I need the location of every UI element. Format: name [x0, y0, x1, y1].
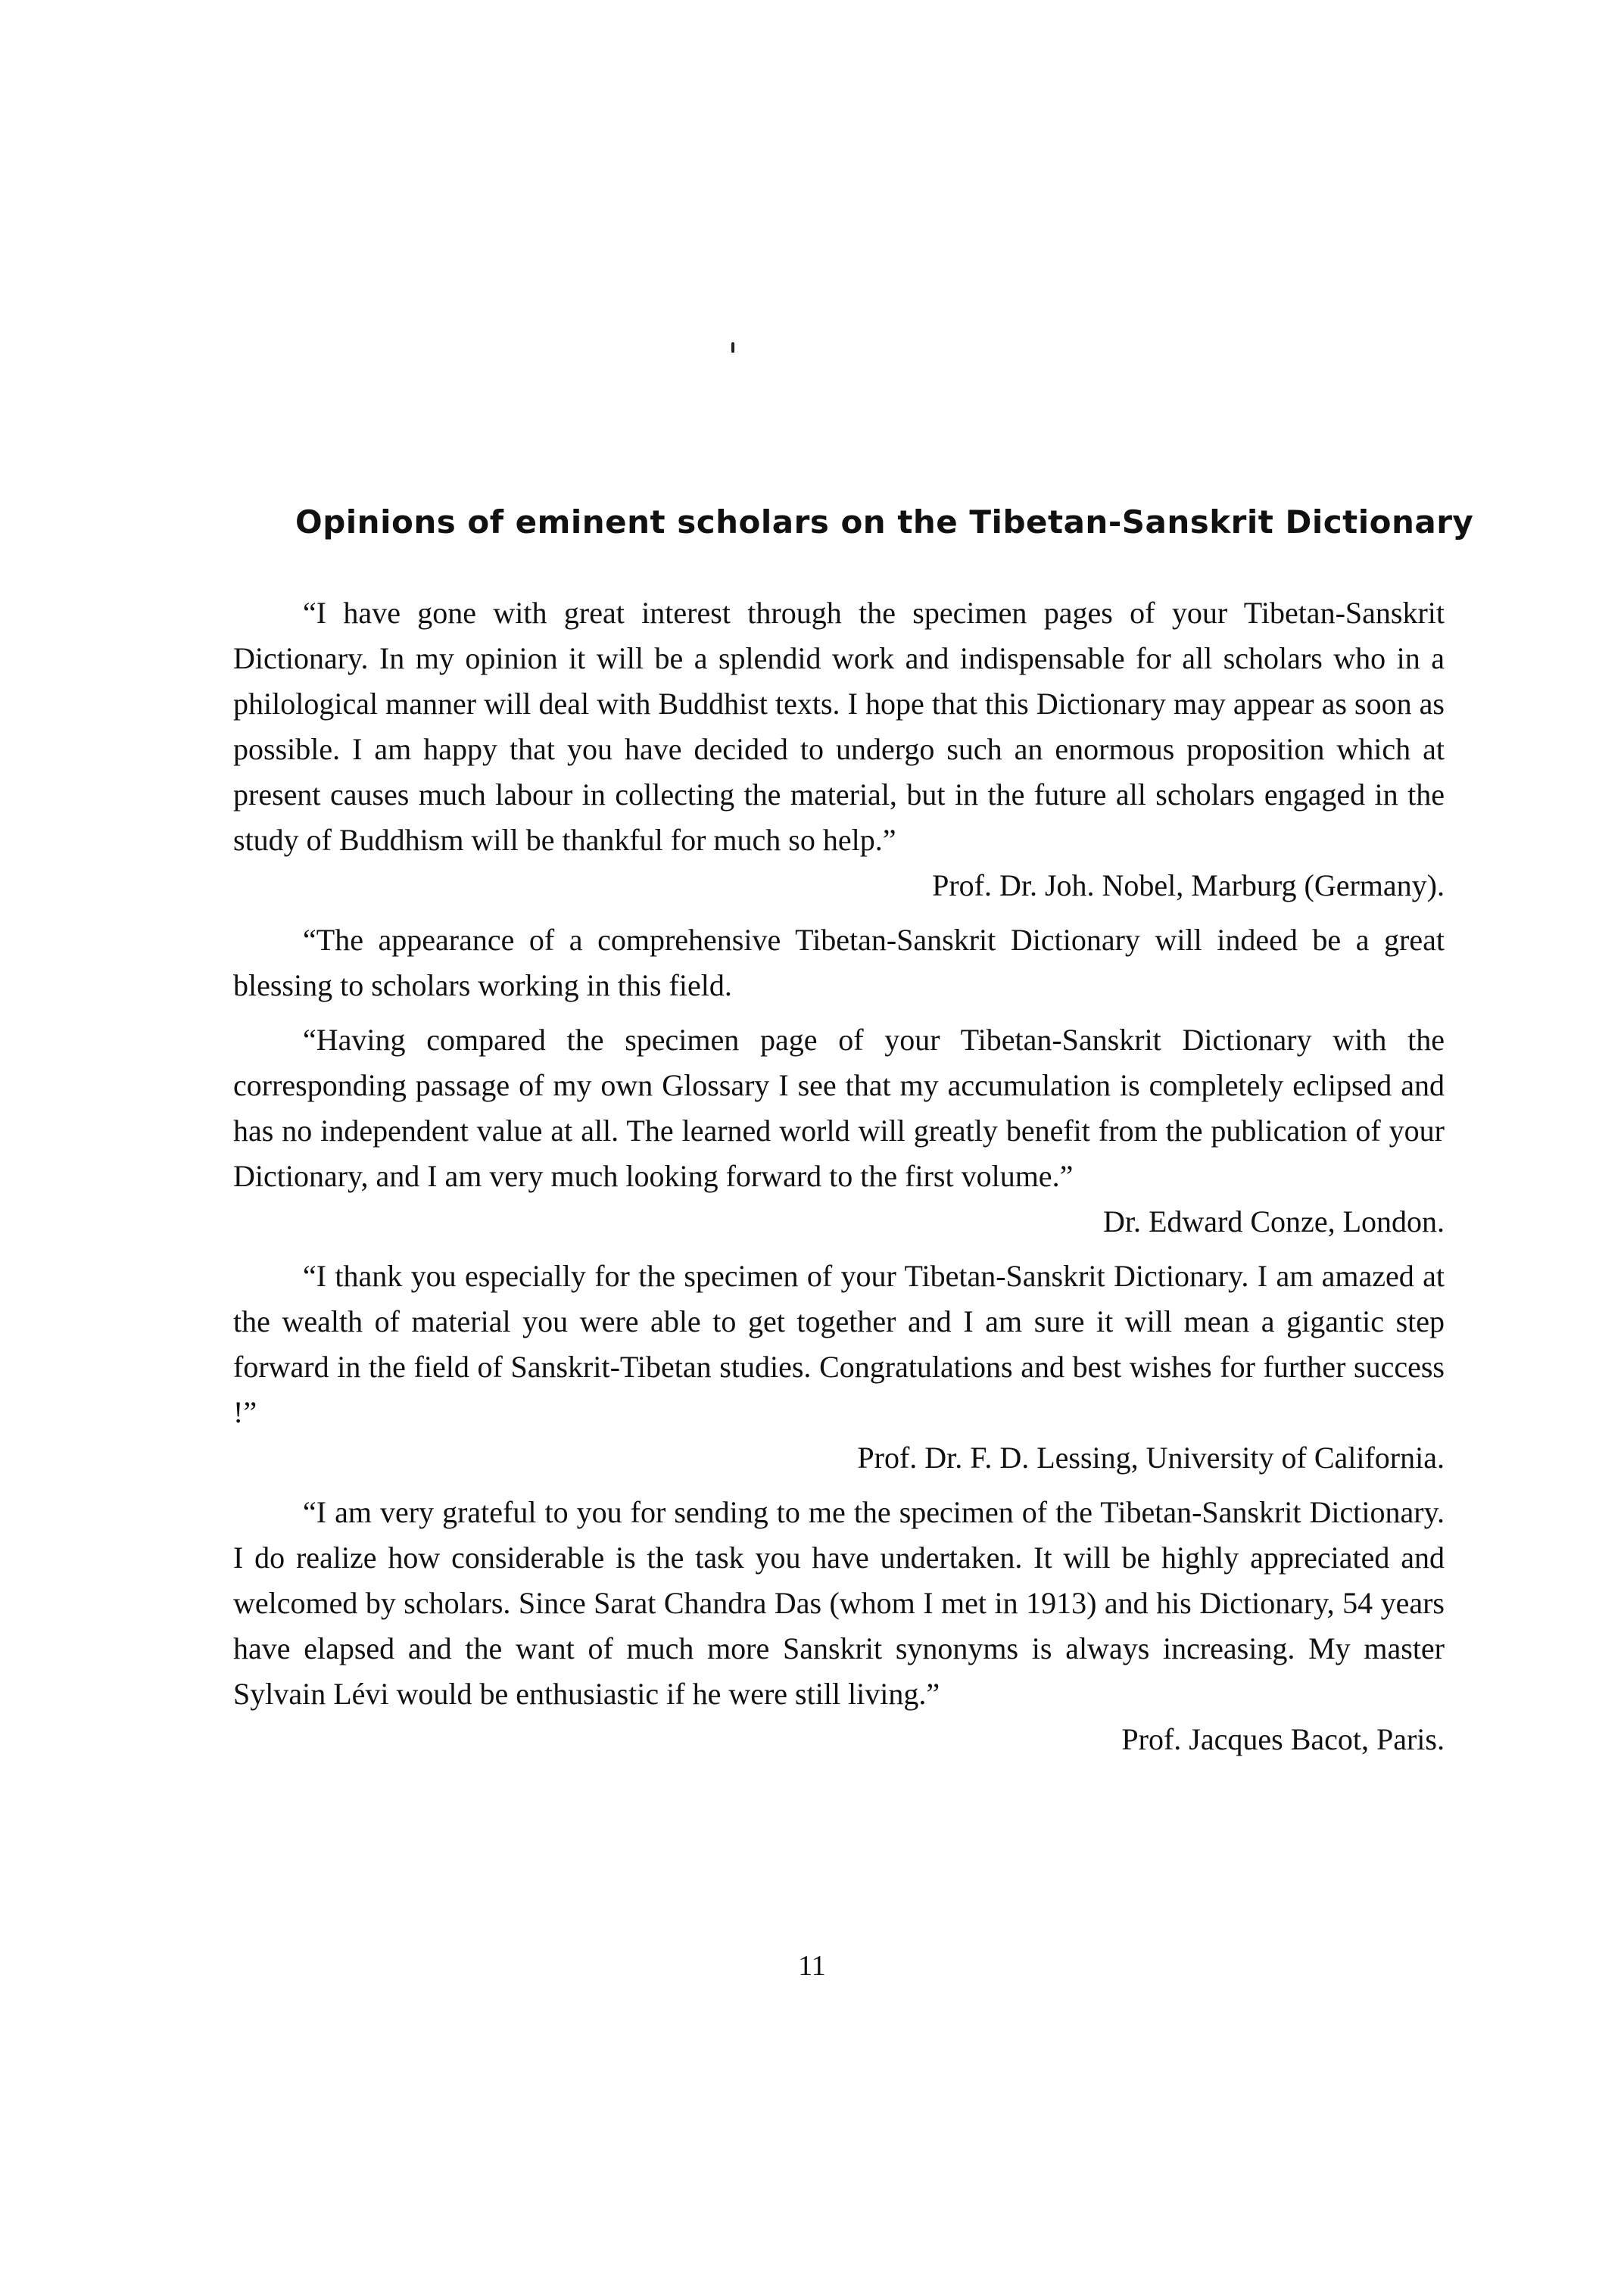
opinion-conze-attribution: Dr. Edward Conze, London. [1102, 1204, 1445, 1238]
opinion-lessing-quote: “I thank you especially for the specimen of your Tibetan-Sanskrit Dictionary. I am amazed at the wealth of material you were able to get together and I am sure it will mean a gigantic step forward in the field of Sanskrit-Tibetan studies. Congratulations and best wishes for further success !” [233, 1259, 1445, 1429]
page-number: 11 [798, 1950, 826, 1982]
opinion-conze-quote-1: “The appearance of a comprehensive Tibetan-Sanskrit Dictionary will indeed be a great blessing to scholars working in this field. [233, 923, 1445, 1002]
page-title: Opinions of eminent scholars on the Tibetan-Sanskrit Dictionary [295, 503, 1474, 541]
opinion-nobel-attribution: Prof. Dr. Joh. Nobel, Marburg (Germany). [932, 868, 1445, 902]
print-speck [731, 342, 734, 353]
opinions-body [233, 590, 1445, 1771]
opinion-nobel-quote: “I have gone with great interest through the specimen pages of your Tibetan-Sanskrit Dictionary. In my opinion it will be a splendid work and indispensable for all scholars who in a philological manner will deal with Buddhist texts. I hope that this Dictionary may appear as soon as possible. I am happy that you have decided to undergo such an enormous proposition which at present causes much labour in collecting the material, but in the future all scholars engaged in the study of Buddhism will be thankful for much so help.” [233, 596, 1445, 857]
opinion-conze-quote-2: “Having compared the specimen page of your Tibetan-Sanskrit Dictionary with the corresponding passage of my own Glossary I see that my accumulation is completely eclipsed and has no independent value at all. The learned world will greatly benefit from the publication of your Dictionary, and I am very much looking forward to the first volume.” [233, 1023, 1445, 1193]
opinion-bacot-quote: “I am very grateful to you for sending to me the specimen of the Tibetan-Sanskrit Dictionary. I do realize how considerable is the task you have undertaken. It will be highly appreciated and welcomed by scholars. Since Sarat Chandra Das (whom I met in 1913) and his Dictionary, 54 years have elapsed and the want of much more Sanskrit synonyms is always increasing. My master Sylvain Lévi would be enthusiastic if he were still living.” [233, 1495, 1445, 1711]
opinion-bacot-attribution: Prof. Jacques Bacot, Paris. [1121, 1722, 1445, 1756]
opinion-lessing-attribution: Prof. Dr. F. D. Lessing, University of California. [857, 1441, 1445, 1475]
